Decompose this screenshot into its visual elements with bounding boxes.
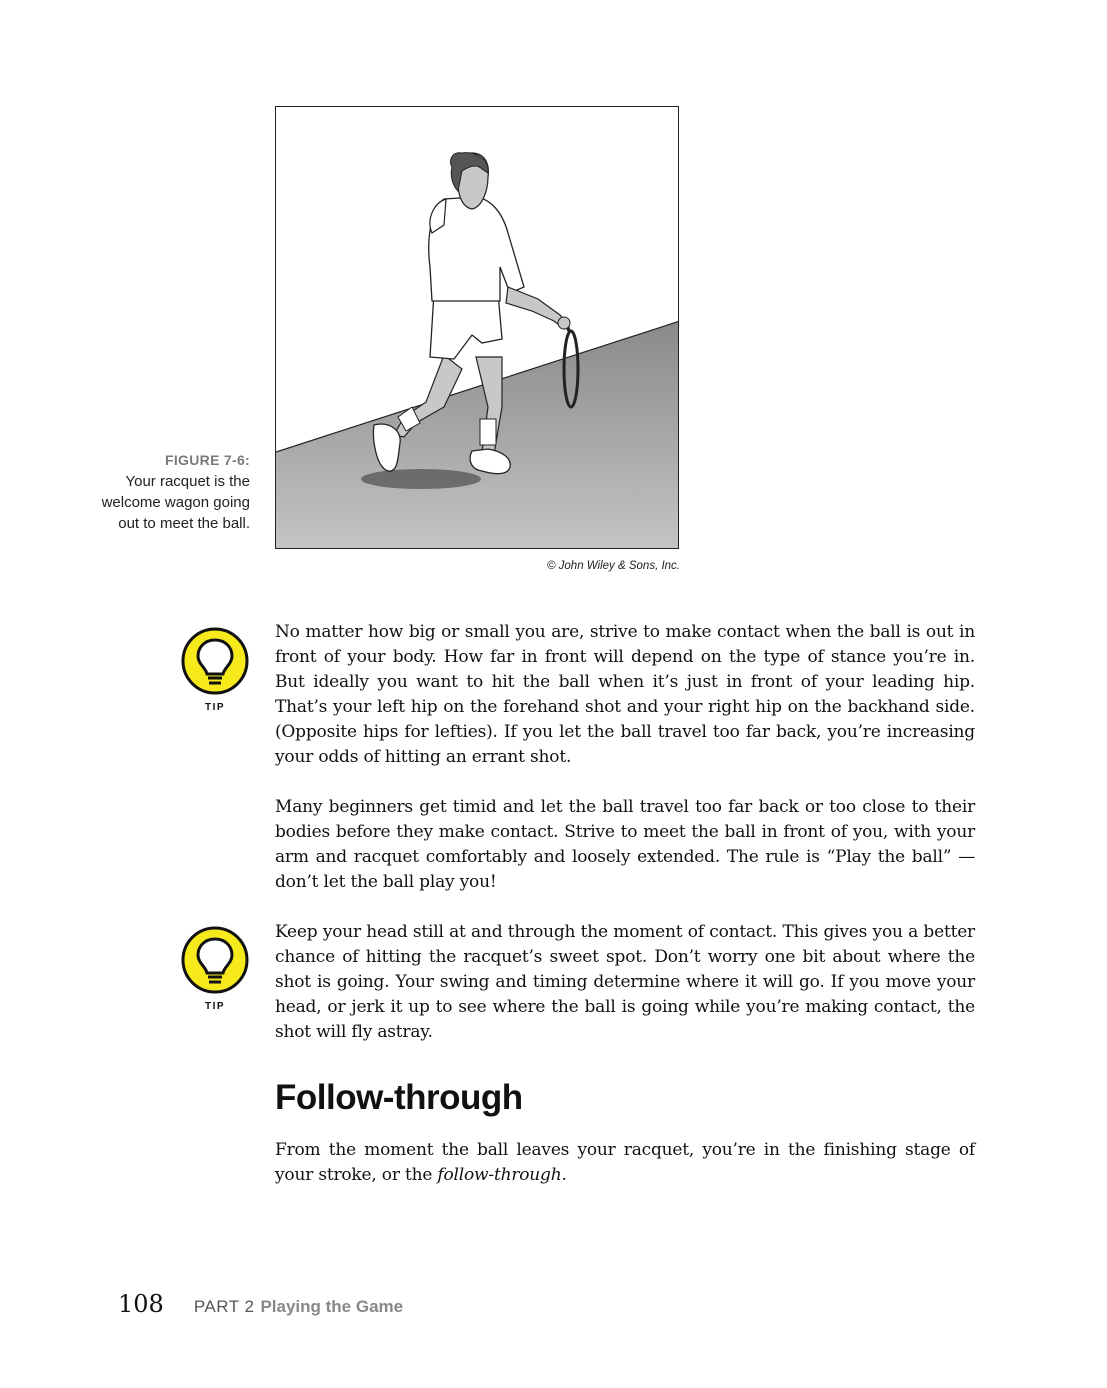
figure-illustration <box>275 106 679 549</box>
tip-icon-block <box>180 925 250 1012</box>
paragraph-tip-contact: No matter how big or small you are, strive to make contact when the ball is out in front of your body. How far in front will depend on the type of stance you’re in. But ideally you want to hit the ball when it’s just in front of your leading hip. That’s your left hip on the forehand shot and your right hip on the backhand side. (Opposite hips for lefties). If you let the ball travel too far back, you’re increasing your odds of hitting an errant shot. <box>275 622 975 767</box>
tip-label: TIP <box>204 1001 226 1012</box>
follow-through-text: From the moment the ball leaves your racquet, you’re in the finishing stage of your stroke, or the <box>275 1140 975 1185</box>
tip-icon-block <box>180 626 250 713</box>
part-label: PART 2 <box>193 1297 255 1316</box>
paragraph-beginners: Many beginners get timid and let the ball travel too far back or too close to their bodies before they make contact. Strive to meet the ball in front of you, with your arm and racquet comfortably and loosely extended. The rule is “Play the ball” — don’t let the ball play you! <box>275 797 975 892</box>
figure-credit: © John Wiley & Sons, Inc. <box>546 560 680 572</box>
paragraph-tip-head-still: Keep your head still at and through the moment of contact. This gives you a better chance of hitting the racquet’s sweet spot. Don’t worry one bit about where the shot is going. Your swing and timing determine where it will go. If you move your head, or jerk it up to see where the ball is going while you’re making contact, the shot will fly astray. <box>275 922 975 1042</box>
page-number: 108 <box>118 1290 164 1318</box>
paragraph-follow-through <box>275 1138 975 1188</box>
follow-through-term: follow-through. <box>437 1165 567 1185</box>
page-footer <box>118 1290 403 1318</box>
figure-caption <box>90 450 250 534</box>
section-heading: Follow-through <box>275 1078 523 1117</box>
tip-label: TIP <box>204 702 226 713</box>
court-surface <box>276 321 679 549</box>
part-title: Playing the Game <box>260 1297 404 1316</box>
figure-label: FIGURE 7-6: <box>165 452 250 468</box>
lightbulb-icon <box>180 925 250 995</box>
player-shadow <box>361 469 481 489</box>
figure-caption-text: Your racquet is the welcome wagon going out to meet the ball. <box>101 473 250 532</box>
lightbulb-icon <box>180 626 250 696</box>
tennis-player-illustration <box>276 107 679 549</box>
